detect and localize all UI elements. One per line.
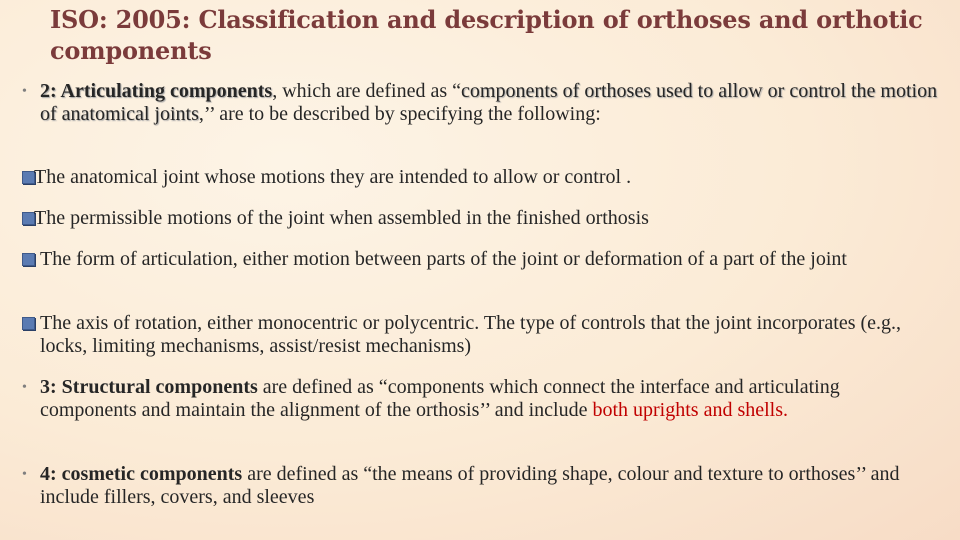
highlight-red: both uprights and shells. (592, 399, 788, 421)
text-segment: ,’’ are to be described by specifying the following: (198, 103, 601, 125)
list-item: The permissible motions of the joint when assembled in the finished orthosis (34, 207, 649, 229)
text-segment: are defined as “the means of providing shape, colour and texture to orthoses’’ and include fillers, covers, and sleeves (40, 463, 900, 508)
bullet-cosmetic (22, 463, 940, 509)
text-segment: are defined as “components which connect the interface and articulating components and maintain the alignment of the orthosis’’ and include (40, 376, 840, 421)
checkbox-bullet-icon (22, 317, 35, 330)
slide-title: ISO: 2005: Classification and description of orthoses and orthotic components (50, 5, 923, 65)
term-structural: 3: Structural components (40, 376, 258, 398)
list-item: The anatomical joint whose motions they are intended to allow or control . (34, 166, 632, 188)
list-item: The form of articulation, either motion between parts of the joint or deformation of a part of the joint (40, 248, 847, 270)
text-segment: , which are defined as “ (272, 80, 462, 102)
bullet-articulating (22, 80, 940, 126)
term-cosmetic: 4: cosmetic components (40, 463, 243, 485)
bullet-dot: • (22, 84, 27, 99)
checkbox-bullet-icon (22, 253, 35, 266)
bullet-dot: • (22, 467, 27, 482)
definition-emphasis: components of orthoses used to allow or control the motion of anatomical joints (40, 80, 938, 125)
bullet-dot: • (22, 380, 27, 395)
term-articulating: 2: Articulating components (40, 80, 273, 102)
bullet-structural (22, 376, 940, 422)
list-item: The axis of rotation, either monocentric or polycentric. The type of controls that the joint incorporates (e.g., locks, limiting mechanisms, assist/resist mechanisms) (40, 312, 902, 357)
